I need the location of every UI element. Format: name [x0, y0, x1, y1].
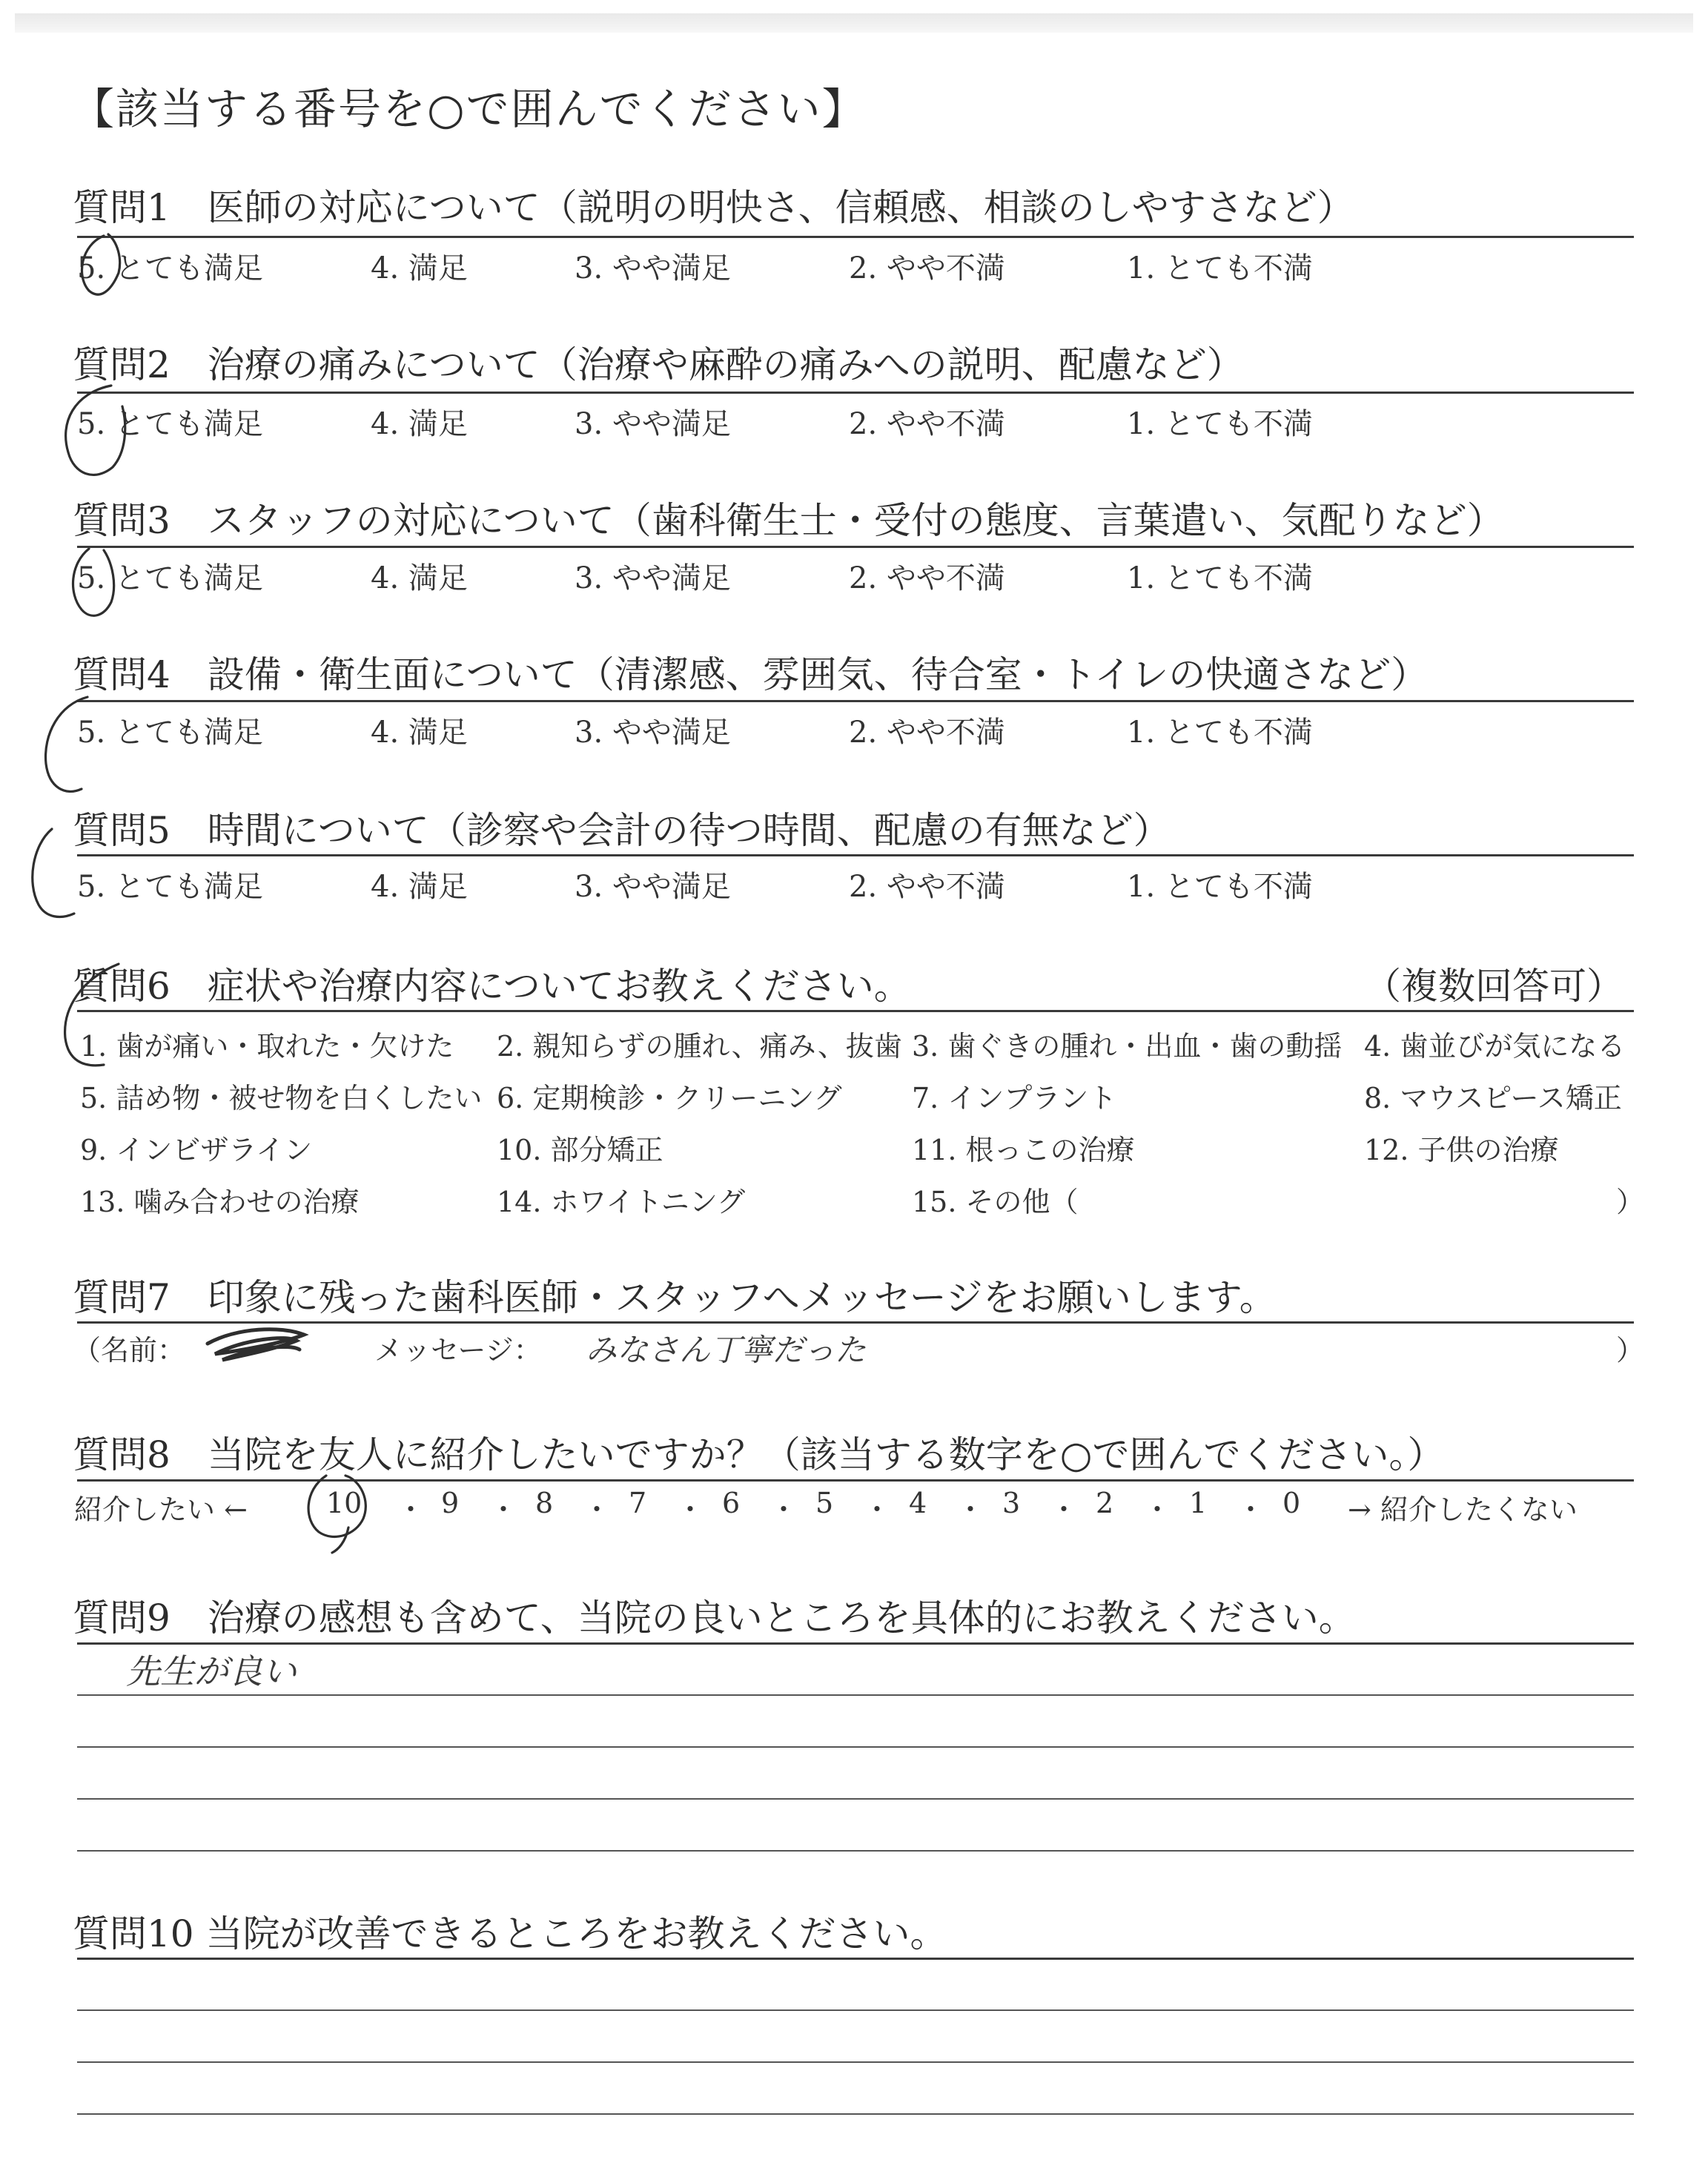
- q4-option-4[interactable]: 4. 満足: [371, 716, 468, 750]
- q3-option-5[interactable]: 5. とても満足: [77, 561, 263, 595]
- q1-option-2[interactable]: 2. やや不満: [849, 251, 1005, 285]
- q8-sep: ・: [1050, 1493, 1079, 1526]
- q8-scale-5[interactable]: 5: [815, 1487, 834, 1519]
- q2-option-3[interactable]: 3. やや満足: [575, 407, 731, 441]
- q8-scale-6[interactable]: 6: [722, 1487, 741, 1519]
- q8-scale-10[interactable]: 10: [326, 1487, 363, 1519]
- q4-selection-circle: [46, 697, 87, 791]
- q1-option-3[interactable]: 3. やや満足: [575, 251, 731, 285]
- q8-title: 質問8 当院を友人に紹介したいですか？（該当する数字を○で囲んでください。）: [73, 1433, 1445, 1476]
- q4-option-1[interactable]: 1. とても不満: [1127, 716, 1313, 750]
- q6-item-3[interactable]: 3. 歯ぐきの腫れ・出血・歯の動揺: [912, 1030, 1343, 1063]
- q8-scale-1[interactable]: 1: [1189, 1487, 1208, 1519]
- q8-sep: ・: [956, 1493, 985, 1526]
- q8-sep: ・: [769, 1493, 798, 1526]
- q3-title: 質問3 スタッフの対応について（歯科衛生士・受付の態度、言葉遣い、気配りなど）: [73, 499, 1504, 542]
- q5-selection-circle: [33, 829, 74, 916]
- q7-title: 質問7 印象に残った歯科医師・スタッフへメッセージをお願いします。: [73, 1276, 1277, 1319]
- q8-sep: ・: [863, 1493, 892, 1526]
- q6-selection-circle: [65, 964, 119, 1066]
- q5-option-5[interactable]: 5. とても満足: [77, 870, 263, 904]
- q3-option-3[interactable]: 3. やや満足: [575, 561, 731, 595]
- q8-scale-0[interactable]: 0: [1282, 1487, 1301, 1519]
- q6-item-2[interactable]: 2. 親知らずの腫れ、痛み、抜歯: [497, 1030, 902, 1063]
- q8-scale-8[interactable]: 8: [535, 1487, 554, 1519]
- q1-selection-circle: [82, 234, 119, 294]
- q2-option-2[interactable]: 2. やや不満: [849, 407, 1005, 441]
- q5-option-2[interactable]: 2. やや不満: [849, 870, 1005, 904]
- q8-selection-circle: [308, 1476, 365, 1536]
- q8-sep: ・: [1143, 1493, 1172, 1526]
- q8-scale-3[interactable]: 3: [1002, 1487, 1021, 1519]
- q6-item-8[interactable]: 8. マウスピース矯正: [1364, 1082, 1622, 1114]
- q7-message-label: メッセージ：: [374, 1334, 542, 1367]
- q6-note: （複数回答可）: [1364, 965, 1623, 1008]
- q8-right-label: → 紹介したくない: [1348, 1493, 1578, 1526]
- q8-sep: ・: [583, 1493, 612, 1526]
- q5-option-1[interactable]: 1. とても不満: [1127, 870, 1313, 904]
- q8-scale-7[interactable]: 7: [629, 1487, 647, 1519]
- q6-item-6[interactable]: 6. 定期検診・クリーニング: [497, 1082, 842, 1114]
- q8-left-label: 紹介したい ←: [74, 1493, 248, 1526]
- q8-sep: ・: [676, 1493, 705, 1526]
- q1-option-4[interactable]: 4. 満足: [371, 251, 468, 285]
- q2-option-4[interactable]: 4. 満足: [371, 407, 468, 441]
- q8-selection-tail: [332, 1527, 348, 1553]
- q1-option-1[interactable]: 1. とても不満: [1127, 251, 1313, 285]
- q7-name-label: （名前：: [73, 1334, 186, 1367]
- q3-option-2[interactable]: 2. やや不満: [849, 561, 1005, 595]
- q10-title: 質問10 当院が改善できるところをお教えください。: [73, 1912, 947, 1955]
- q6-item-5[interactable]: 5. 詰め物・被せ物を白くしたい: [80, 1082, 483, 1114]
- q2-option-5[interactable]: 5. とても満足: [77, 407, 263, 441]
- q9-title: 質問9 治療の感想も含めて、当院の良いところを具体的にお教えください。: [73, 1596, 1356, 1639]
- q7-name-scribble: [208, 1330, 304, 1360]
- q2-selection-circle: [66, 386, 125, 475]
- q6-other-close-paren: ）: [1616, 1186, 1645, 1218]
- q1-title: 質問1 医師の対応について（説明の明快さ、信頼感、相談のしやすさなど）: [73, 186, 1354, 229]
- q6-title: 質問6 症状や治療内容についてお教えください。: [73, 965, 911, 1008]
- q6-item-12[interactable]: 12. 子供の治療: [1364, 1134, 1559, 1166]
- q8-sep: ・: [397, 1493, 426, 1526]
- q6-item-11[interactable]: 11. 根っこの治療: [912, 1134, 1135, 1166]
- q6-item-4[interactable]: 4. 歯並びが気になる: [1364, 1030, 1626, 1063]
- q4-option-2[interactable]: 2. やや不満: [849, 716, 1005, 750]
- q4-title: 質問4 設備・衛生面について（清潔感、雰囲気、待合室・トイレの快適さなど）: [73, 653, 1429, 696]
- q6-item-9[interactable]: 9. インビザライン: [80, 1134, 313, 1166]
- q8-scale-4[interactable]: 4: [909, 1487, 927, 1519]
- q4-option-5[interactable]: 5. とても満足: [77, 716, 263, 750]
- q7-message-value[interactable]: みなさん丁寧だった: [586, 1332, 867, 1368]
- q5-option-4[interactable]: 4. 満足: [371, 870, 468, 904]
- q8-scale-9[interactable]: 9: [441, 1487, 460, 1519]
- form-header: 【該当する番号を○で囲んでください】: [71, 84, 867, 134]
- q5-title: 質問5 時間について（診察や会計の待つ時間、配慮の有無など）: [73, 809, 1171, 852]
- q2-option-1[interactable]: 1. とても不満: [1127, 407, 1313, 441]
- q6-item-1[interactable]: 1. 歯が痛い・取れた・欠けた: [80, 1030, 454, 1063]
- q4-option-3[interactable]: 3. やや満足: [575, 716, 731, 750]
- q6-item-15[interactable]: 15. その他（: [912, 1186, 1079, 1218]
- q6-item-13[interactable]: 13. 噛み合わせの治療: [80, 1186, 360, 1218]
- q8-sep: ・: [1237, 1493, 1265, 1526]
- q8-scale-2[interactable]: 2: [1096, 1487, 1114, 1519]
- q3-selection-circle: [73, 549, 114, 615]
- q6-item-7[interactable]: 7. インプラント: [912, 1082, 1117, 1114]
- q8-sep: ・: [489, 1493, 518, 1526]
- q3-option-4[interactable]: 4. 満足: [371, 561, 468, 595]
- q9-answer[interactable]: 先生が良い: [126, 1651, 297, 1691]
- q6-item-10[interactable]: 10. 部分矯正: [497, 1134, 663, 1166]
- q5-option-3[interactable]: 3. やや満足: [575, 870, 731, 904]
- q6-item-14[interactable]: 14. ホワイトニング: [497, 1186, 746, 1218]
- q1-option-5[interactable]: 5. とても満足: [77, 251, 263, 285]
- q7-close-paren: ）: [1616, 1334, 1645, 1367]
- q2-title: 質問2 治療の痛みについて（治療や麻酔の痛みへの説明、配慮など）: [73, 343, 1244, 386]
- q3-option-1[interactable]: 1. とても不満: [1127, 561, 1313, 595]
